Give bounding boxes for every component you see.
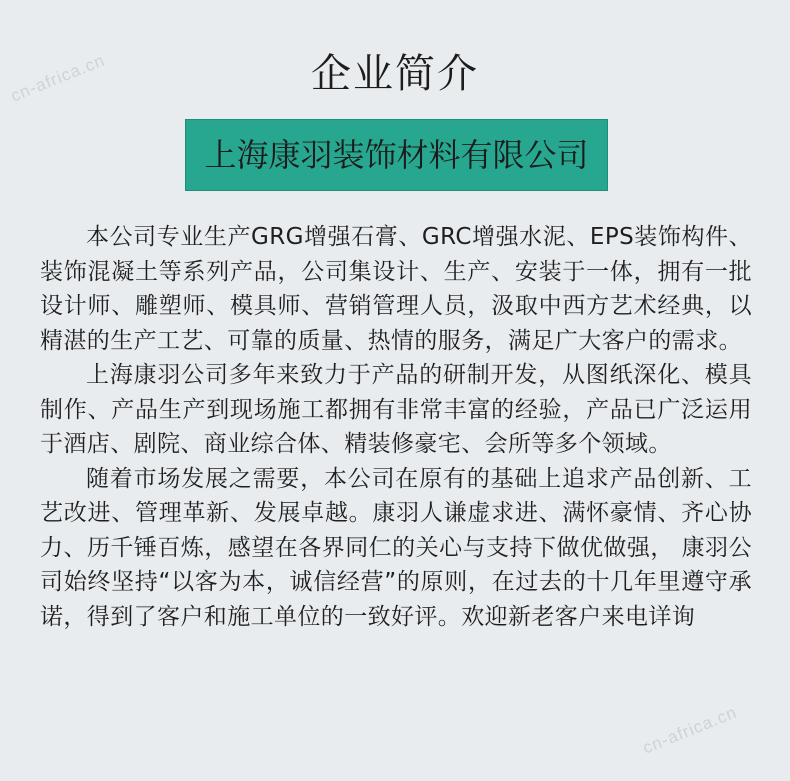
- intro-text: [40, 220, 752, 634]
- company-name: 上海康羽装饰材料有限公司: [204, 136, 589, 174]
- page-title: 企业简介: [311, 51, 479, 97]
- watermark-top: cn-africa.cn: [8, 50, 108, 106]
- intro-paragraph-2: 上海康羽公司多年来致力于产品的研制开发，从图纸深化、模具制作、产品生产到现场施工都拥有非常丰富的经验，产品已广泛运用于酒店、剧院、商业综合体、精装修豪宅、会所等多个领域。: [40, 362, 752, 457]
- watermark-bottom: cn-africa.cn: [640, 702, 740, 758]
- intro-paragraph-1: 本公司专业生产GRG增强石膏、GRC增强水泥、EPS装饰构件、装饰混凝土等系列产品，公司集设计、生产、安装于一体，拥有一批设计师、雕塑师、模具师、营销管理人员，汲取中西方艺术经典，以精湛的生产工艺、可靠的质量、热情的服务，满足广大客户的需求。: [40, 224, 752, 354]
- intro-paragraph-3: 随着市场发展之需要，本公司在原有的基础上追求产品创新、工艺改进、管理革新、发展卓越。康羽人谦虚求进、满怀豪情、齐心协力、历千锤百炼，感望在各界同仁的关心与支持下做优做强， 康羽公司始终坚持“以客为本，诚信经营”的原则，在过去的十几年里遵守承诺，得到了客户和施工单位的一致好评。欢迎新老客户来电详询: [40, 465, 752, 630]
- company-banner: [185, 119, 608, 191]
